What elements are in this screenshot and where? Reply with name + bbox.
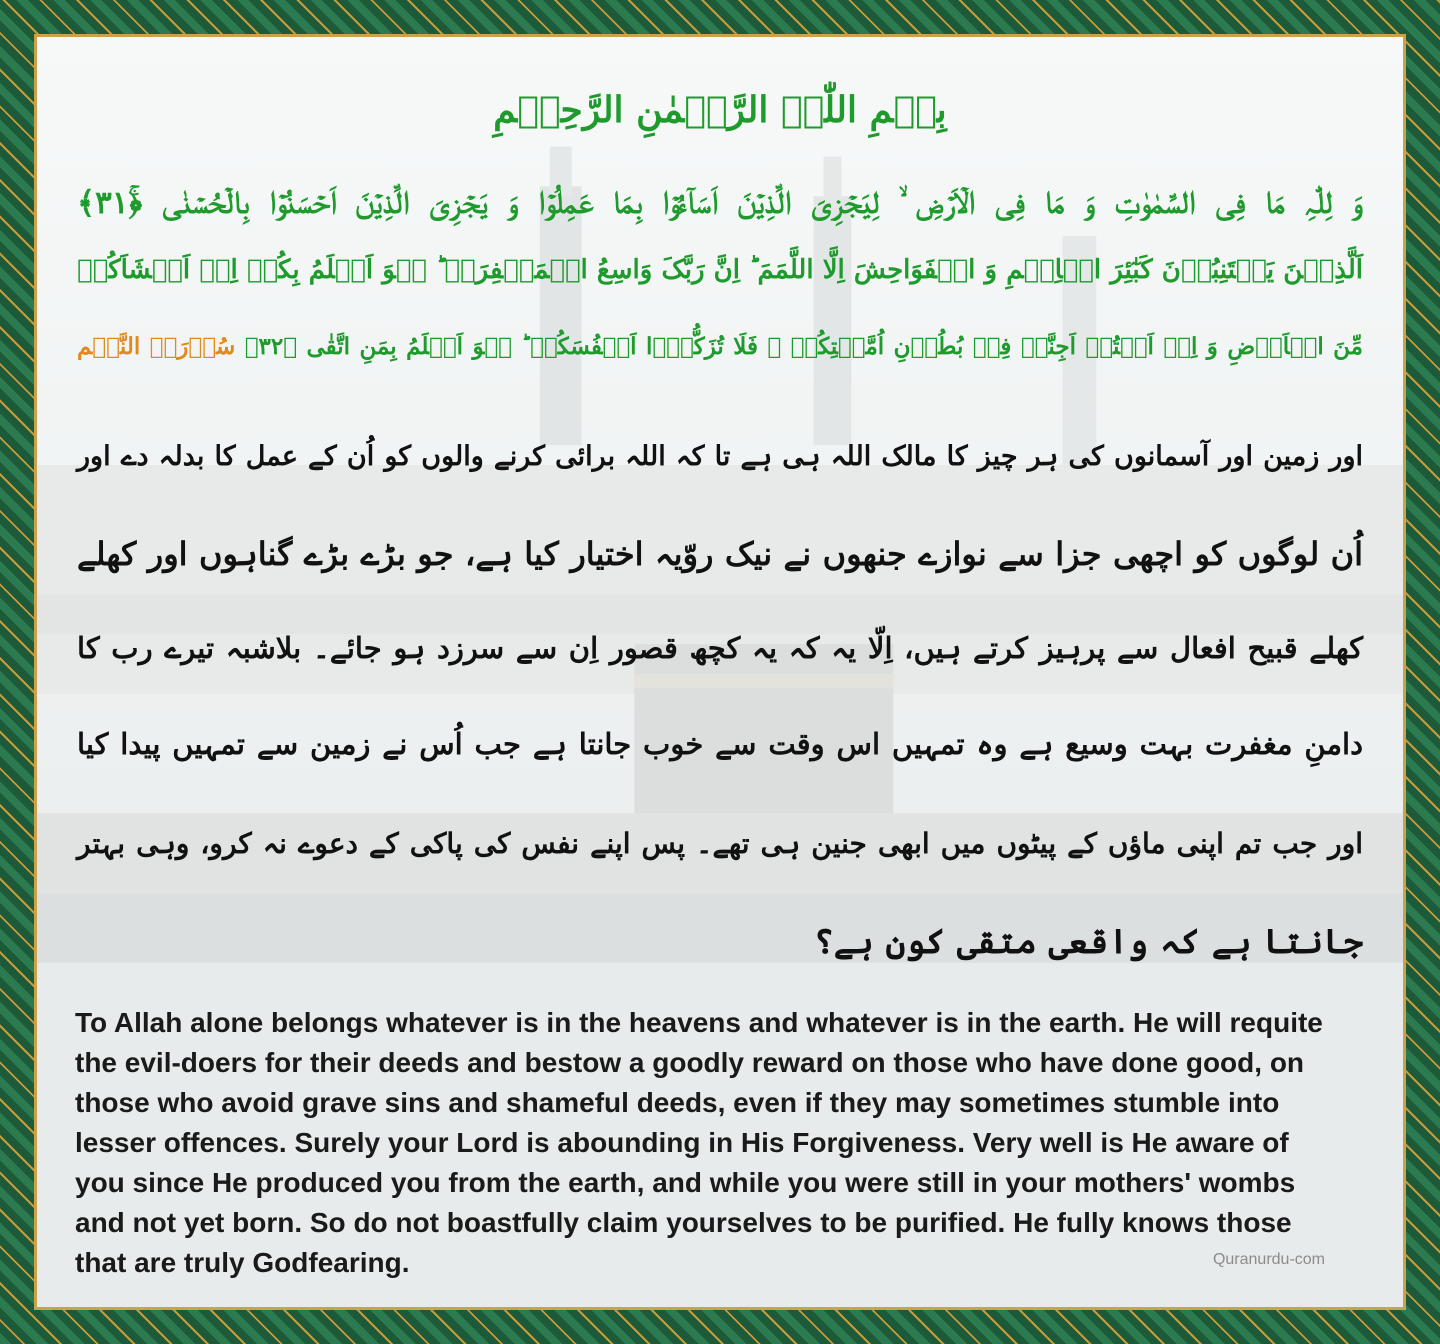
- ayah-line-3-text: مِّنَ الۡاَرۡضِ وَ اِذۡ اَنۡتُمۡ اَجِنَّۃٌ فِیۡ بُطُوۡنِ اُمَّہٰتِکُمۡ ۚ فَلَا تُزَکُّوۡۤا اَنۡفُسَکُمۡ ؕ ہُوَ اَعۡلَمُ بِمَنِ اتَّقٰی ﴿۳۲﴾: [244, 333, 1363, 360]
- urdu-line-4: دامنِ مغفرت بہت وسیع ہے وہ تمہیں اس وقت سے خوب جانتا ہے جب اُس نے زمین سے تمہیں پیدا کیا: [77, 727, 1363, 761]
- urdu-line-3: کھلے قبیح افعال سے پرہیز کرتے ہیں، اِلّا یہ کہ یہ کچھ قصور اِن سے سرزد ہو جائے۔ بلاشبہ تیرے رب کا: [77, 631, 1363, 665]
- bismillah-heading: بِسۡمِ اللّٰہِ الرَّحۡمٰنِ الرَّحِیۡمِ: [493, 89, 947, 131]
- urdu-line-5: اور جب تم اپنی ماؤں کے پیٹوں میں ابھی جنین ہی تھے۔ پس اپنے نفس کی پاکی کے دعوے نہ کرو، وہی بہتر: [77, 827, 1363, 860]
- english-translation: To Allah alone belongs whatever is in the heavens and whatever is in the earth. He will requite the evil-doers for their deeds and bestow a goodly reward on those who have done good, on those who avoid grave sins and shameful deeds, even if they may sometimes stumble into lesser offences. Surely your Lord is abounding in His Forgiveness. Very well is He aware of you since He produced you from the earth, and while you were still in your mothers' wombs and not yet born. So do not boastfully claim yourselves to be purified. He fully knows those that are truly Godfearing.: [75, 1007, 1323, 1278]
- ayah-line-1: وَ لِلّٰہِ مَا فِی السَّمٰوٰتِ وَ مَا فِی الۡاَرۡضِ ۙ لِیَجۡزِیَ الَّذِیۡنَ اَسَآءُوۡا بِمَا عَمِلُوۡا وَ یَجۡزِیَ الَّذِیۡنَ اَحۡسَنُوۡا بِالۡحُسۡنٰی ﴿ۚ۳۱﴾: [77, 185, 1363, 221]
- surah-name-label: سُوۡرَۃُ النَّجۡم: [77, 333, 236, 360]
- content-panel: [34, 34, 1406, 1310]
- urdu-line-2: اُن لوگوں کو اچھی جزا سے نوازے جنھوں نے نیک روّیہ اختیار کیا ہے، جو بڑے بڑے گناہوں اور کھلے: [77, 535, 1363, 573]
- site-credit: Quranurdu-com: [1212, 1251, 1325, 1268]
- urdu-line-6: جانتا ہے کہ واقعی متقی کون ہے؟: [813, 922, 1363, 962]
- ayah-line-2: اَلَّذِیۡنَ یَجۡتَنِبُوۡنَ کَبٰٓئِرَ الۡاِثۡمِ وَ الۡفَوَاحِشَ اِلَّا اللَّمَمَ ؕ اِنَّ رَبَّکَ وَاسِعُ الۡمَغۡفِرَۃِ ؕ ہُوَ اَعۡلَمُ بِکُمۡ اِذۡ اَنۡشَاَکُمۡ: [77, 255, 1363, 285]
- ayah-line-3: [77, 333, 1363, 360]
- urdu-line-1: اور زمین اور آسمانوں کی ہر چیز کا مالک اللہ ہی ہے تا کہ اللہ برائی کرنے والوں کو اُن کے عمل کا بدلہ دے اور: [77, 441, 1363, 472]
